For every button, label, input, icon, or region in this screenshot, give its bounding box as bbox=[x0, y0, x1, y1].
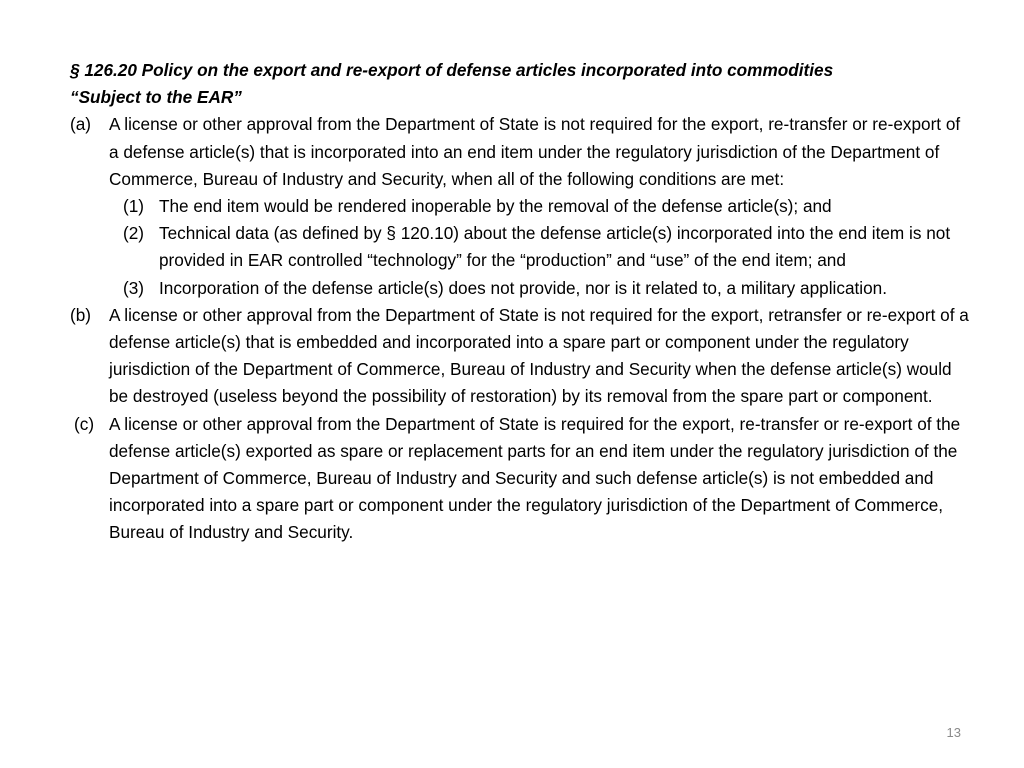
paragraph-a bbox=[70, 111, 970, 193]
paragraph-b bbox=[70, 302, 970, 411]
subparagraph-1-label: (1) bbox=[123, 196, 145, 217]
subparagraph-1-text: The end item would be rendered inoperable by the removal of the defense article(s); and bbox=[159, 196, 832, 217]
subparagraph-3-label: (3) bbox=[123, 277, 145, 298]
page-number: 13 bbox=[946, 725, 961, 740]
paragraph-c-label: (c) bbox=[74, 413, 95, 434]
paragraph-b-label: (b) bbox=[70, 304, 92, 325]
paragraph-a-text: A license or other approval from the Department of State is not required for the export, re-transfer or re-export of a defense article(s) that is incorporated into an end item under the regulatory jurisdiction of the Department of Commerce, Bureau of Industry and Security, when all of the following conditions are met: bbox=[109, 114, 961, 189]
heading-line-1: § 126.20 Policy on the export and re-export of defense articles incorporated into commodities bbox=[70, 60, 834, 80]
subparagraph-2 bbox=[70, 220, 970, 274]
subparagraph-2-text: Technical data (as defined by § 120.10) about the defense article(s) incorporated into the end item is not provided in EAR controlled “technology” for the “production” and “use” of the end item; and bbox=[159, 223, 951, 271]
heading-line-2: “Subject to the EAR” bbox=[70, 87, 242, 108]
section-heading bbox=[70, 57, 970, 111]
subparagraph-3-text: Incorporation of the defense article(s) does not provide, nor is it related to, a military application. bbox=[159, 277, 887, 298]
paragraph-c-text: A license or other approval from the Department of State is required for the export, re-transfer or re-export of the defense article(s) exported as spare or replacement parts for an end item under the regulatory jurisdiction of the Department of Commerce, Bureau of Industry and Security and such defense article(s) is not embedded and incorporated into a spare part or component under the regulatory jurisdiction of the Department of Commerce, Bureau of Industry and Security. bbox=[109, 413, 961, 543]
paragraph-b-text: A license or other approval from the Department of State is not required for the export, retransfer or re-export of a defense article(s) that is embedded and incorporated into a spare part or component under the regulatory jurisdiction of the Department of Commerce, Bureau of Industry and Security when the defense article(s) would be destroyed (useless beyond the possibility of restoration) by its removal from the spare part or component. bbox=[109, 304, 969, 407]
subparagraph-3 bbox=[70, 275, 970, 302]
subparagraph-1 bbox=[70, 193, 970, 220]
paragraph-c bbox=[70, 411, 970, 547]
subparagraph-2-label: (2) bbox=[123, 223, 145, 244]
paragraph-a-label: (a) bbox=[70, 114, 92, 135]
slide-content bbox=[70, 57, 970, 547]
